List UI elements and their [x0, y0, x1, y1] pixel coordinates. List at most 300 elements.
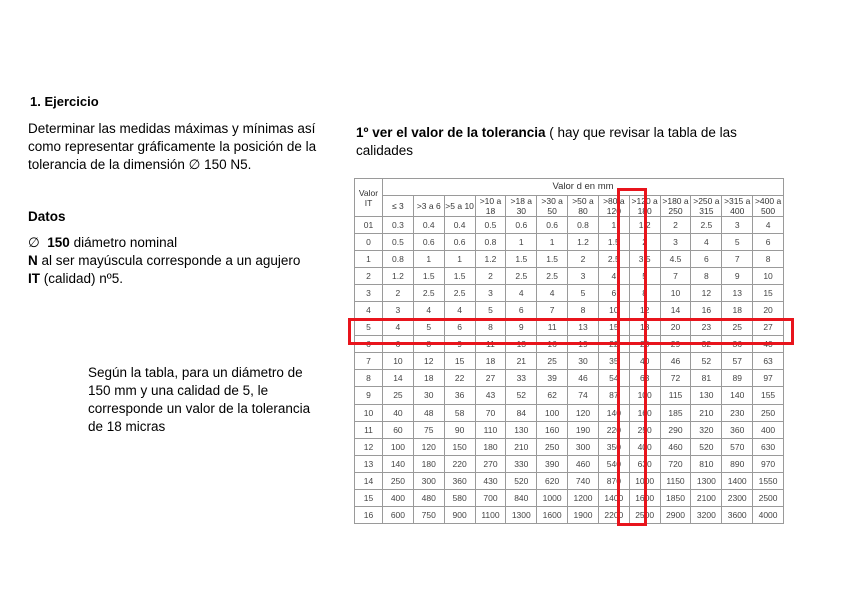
column-header: >315 a 400	[722, 196, 753, 217]
it-cell: 1	[355, 251, 383, 268]
table-cell: 5	[413, 319, 444, 336]
table-cell: 6	[383, 336, 414, 353]
table-cell: 3	[568, 268, 599, 285]
table-cell: 1300	[691, 472, 722, 489]
table-row	[355, 370, 784, 387]
table-cell: 1100	[475, 506, 506, 523]
table-cell: 81	[691, 370, 722, 387]
table-cell: 13	[722, 285, 753, 302]
table-cell: 12	[629, 302, 660, 319]
diameter-value: 150	[47, 235, 70, 250]
table-cell: 2.5	[598, 251, 629, 268]
table-cell: 300	[413, 472, 444, 489]
table-cell: 0.6	[537, 217, 568, 234]
table-cell: 4	[598, 268, 629, 285]
table-cell: 480	[413, 489, 444, 506]
table-cell: 2	[629, 234, 660, 251]
table-cell: 1550	[753, 472, 784, 489]
table-cell: 630	[629, 455, 660, 472]
table-cell: 520	[506, 472, 537, 489]
table-cell: 27	[753, 319, 784, 336]
table-cell: 1.5	[506, 251, 537, 268]
table-cell: 140	[598, 404, 629, 421]
table-cell: 0.4	[444, 217, 475, 234]
table-cell: 70	[475, 404, 506, 421]
it-cell: 15	[355, 489, 383, 506]
table-cell: 27	[475, 370, 506, 387]
table-cell: 360	[444, 472, 475, 489]
table-cell: 84	[506, 404, 537, 421]
table-cell: 63	[753, 353, 784, 370]
table-row	[355, 336, 784, 353]
it-cell: 8	[355, 370, 383, 387]
it-cell: 7	[355, 353, 383, 370]
table-cell: 150	[444, 438, 475, 455]
table-cell: 1.5	[598, 234, 629, 251]
table-cell: 520	[691, 438, 722, 455]
table-row	[355, 438, 784, 455]
column-header: >250 a 315	[691, 196, 722, 217]
table-cell: 4	[691, 234, 722, 251]
table-cell: 43	[475, 387, 506, 404]
table-cell: 220	[598, 421, 629, 438]
table-cell: 0.6	[413, 234, 444, 251]
table-cell: 8	[691, 268, 722, 285]
it-cell: 01	[355, 217, 383, 234]
table-cell: 1.5	[444, 268, 475, 285]
table-cell: 1200	[568, 489, 599, 506]
table-cell: 100	[383, 438, 414, 455]
table-cell: 10	[383, 353, 414, 370]
table-cell: 570	[722, 438, 753, 455]
table-cell: 350	[598, 438, 629, 455]
column-header: >180 a 250	[660, 196, 691, 217]
column-header: >30 a 50	[537, 196, 568, 217]
table-cell: 46	[660, 353, 691, 370]
table-cell: 2500	[753, 489, 784, 506]
table-cell: 1600	[629, 489, 660, 506]
it-cell: 14	[355, 472, 383, 489]
table-cell: 1	[537, 234, 568, 251]
table-row	[355, 234, 784, 251]
table-cell: 23	[691, 319, 722, 336]
table-cell: 100	[537, 404, 568, 421]
table-cell: 4	[413, 302, 444, 319]
table-cell: 620	[537, 472, 568, 489]
table-cell: 90	[444, 421, 475, 438]
table-cell: 11	[537, 319, 568, 336]
column-header: >5 a 10	[444, 196, 475, 217]
table-cell: 120	[568, 404, 599, 421]
table-cell: 290	[660, 421, 691, 438]
it-cell: 4	[355, 302, 383, 319]
table-cell: 210	[506, 438, 537, 455]
table-cell: 1000	[629, 472, 660, 489]
table-cell: 100	[629, 387, 660, 404]
table-cell: 19	[568, 336, 599, 353]
table-cell: 115	[660, 387, 691, 404]
table-cell: 1150	[660, 472, 691, 489]
it-cell: 16	[355, 506, 383, 523]
table-cell: 4	[383, 319, 414, 336]
table-cell: 460	[568, 455, 599, 472]
table-cell: 8	[629, 285, 660, 302]
table-cell: 60	[383, 421, 414, 438]
column-header: >10 a 18	[475, 196, 506, 217]
column-header: ≤ 3	[383, 196, 414, 217]
table-row	[355, 353, 784, 370]
table-cell: 130	[691, 387, 722, 404]
table-cell: 63	[629, 370, 660, 387]
table-cell: 40	[383, 404, 414, 421]
table-cell: 2900	[660, 506, 691, 523]
table-cell: 460	[660, 438, 691, 455]
table-cell: 39	[537, 370, 568, 387]
it-cell: 5	[355, 319, 383, 336]
table-cell: 1.5	[413, 268, 444, 285]
table-body	[355, 217, 784, 524]
table-cell: 540	[598, 455, 629, 472]
table-cell: 900	[444, 506, 475, 523]
table-cell: 840	[506, 489, 537, 506]
table-row	[355, 217, 784, 234]
table-cell: 1	[444, 251, 475, 268]
datos-line-diameter	[28, 234, 177, 252]
table-cell: 180	[475, 438, 506, 455]
step-instruction	[356, 124, 796, 160]
it-header: Valor IT	[355, 179, 383, 217]
table-cell: 6	[598, 285, 629, 302]
table-cell: 160	[629, 404, 660, 421]
table-cell: 25	[383, 387, 414, 404]
table-cell: 15	[444, 353, 475, 370]
table-cell: 2	[660, 217, 691, 234]
table-cell: 87	[598, 387, 629, 404]
table-cell: 1	[506, 234, 537, 251]
table-cell: 185	[660, 404, 691, 421]
table-cell: 0.8	[383, 251, 414, 268]
table-cell: 9	[506, 319, 537, 336]
table-cell: 4	[537, 285, 568, 302]
table-cell: 21	[506, 353, 537, 370]
it-quality-table	[354, 178, 784, 524]
table-cell: 4	[506, 285, 537, 302]
table-cell: 1	[598, 217, 629, 234]
table-cell: 390	[537, 455, 568, 472]
exercise-statement: Determinar las medidas máximas y mínimas así como representar gráficamente la posición de la tolerancia de la dimensión ∅ 150 N5.	[28, 121, 317, 172]
table-cell: 0.8	[568, 217, 599, 234]
table-cell: 33	[506, 370, 537, 387]
table-cell: 2.5	[691, 217, 722, 234]
table-cell: 0.6	[444, 234, 475, 251]
table-cell: 300	[568, 438, 599, 455]
table-cell: 3200	[691, 506, 722, 523]
table-cell: 32	[691, 336, 722, 353]
table-cell: 9	[444, 336, 475, 353]
table-cell: 2500	[629, 506, 660, 523]
table-cell: 30	[413, 387, 444, 404]
table-cell: 2.5	[413, 285, 444, 302]
table-cell: 6	[444, 319, 475, 336]
table-cell: 8	[753, 251, 784, 268]
table-cell: 6	[691, 251, 722, 268]
table-cell: 52	[506, 387, 537, 404]
table-cell: 870	[598, 472, 629, 489]
table-cell: 630	[753, 438, 784, 455]
table-cell: 1600	[537, 506, 568, 523]
table-cell: 1000	[537, 489, 568, 506]
table-cell: 35	[598, 353, 629, 370]
letter-desc: al ser mayúscula corresponde a un agujero	[37, 253, 301, 268]
table-cell: 210	[691, 404, 722, 421]
table-cell: 1	[413, 251, 444, 268]
table-cell: 0.5	[475, 217, 506, 234]
table-cell: 0.3	[383, 217, 414, 234]
table-cell: 1.2	[383, 268, 414, 285]
table-cell: 36	[444, 387, 475, 404]
table-cell: 3	[383, 302, 414, 319]
table-cell: 4.5	[660, 251, 691, 268]
table-cell: 890	[722, 455, 753, 472]
table-cell: 10	[660, 285, 691, 302]
table-cell: 7	[660, 268, 691, 285]
table-cell: 330	[506, 455, 537, 472]
datos-title: Datos	[28, 209, 66, 224]
table-cell: 74	[568, 387, 599, 404]
table-cell: 22	[598, 336, 629, 353]
table-cell: 0.5	[383, 234, 414, 251]
table-cell: 8	[568, 302, 599, 319]
table-cell: 25	[722, 319, 753, 336]
table-cell: 4	[444, 302, 475, 319]
table-cell: 270	[475, 455, 506, 472]
table-cell: 12	[691, 285, 722, 302]
table-cell: 10	[598, 302, 629, 319]
table-cell: 600	[383, 506, 414, 523]
table-cell: 1400	[598, 489, 629, 506]
table-row	[355, 302, 784, 319]
table-cell: 30	[568, 353, 599, 370]
quality-value: IT	[28, 271, 40, 286]
it-cell: 3	[355, 285, 383, 302]
table-cell: 2	[568, 251, 599, 268]
table-cell: 58	[444, 404, 475, 421]
table-cell: 4000	[753, 506, 784, 523]
it-cell: 13	[355, 455, 383, 472]
table-cell: 54	[598, 370, 629, 387]
table-cell: 18	[413, 370, 444, 387]
explanation-note: Según la tabla, para un diámetro de 150 mm y una calidad de 5, le corresponde un valor de la tolerancia de 18 micras	[88, 365, 311, 434]
table-cell: 1.2	[475, 251, 506, 268]
table-cell: 0.8	[475, 234, 506, 251]
table-cell: 3	[722, 217, 753, 234]
table-cell: 2200	[598, 506, 629, 523]
column-header: >80 a 120	[598, 196, 629, 217]
column-header: >400 a 500	[753, 196, 784, 217]
table-cell: 62	[537, 387, 568, 404]
table-cell: 25	[629, 336, 660, 353]
step-rest: ( hay que revisar la tabla de las calidades	[356, 125, 737, 158]
table-cell: 14	[660, 302, 691, 319]
table-cell: 160	[537, 421, 568, 438]
table-cell: 250	[629, 421, 660, 438]
table-cell: 2.5	[537, 268, 568, 285]
table-cell: 6	[506, 302, 537, 319]
table-cell: 720	[660, 455, 691, 472]
table-cell: 57	[722, 353, 753, 370]
table-cell: 14	[383, 370, 414, 387]
table-cell: 810	[691, 455, 722, 472]
table-cell: 5	[475, 302, 506, 319]
table-cell: 250	[753, 404, 784, 421]
table-cell: 3600	[722, 506, 753, 523]
table-row	[355, 285, 784, 302]
table-cell: 360	[722, 421, 753, 438]
table-cell: 11	[475, 336, 506, 353]
column-header: >120 a 180	[629, 196, 660, 217]
table-row	[355, 404, 784, 421]
table-row	[355, 472, 784, 489]
table-cell: 97	[753, 370, 784, 387]
table-cell: 2100	[691, 489, 722, 506]
table-cell: 4	[753, 217, 784, 234]
table-cell: 89	[722, 370, 753, 387]
table-cell: 18	[722, 302, 753, 319]
table-cell: 10	[753, 268, 784, 285]
table-cell: 1.5	[537, 251, 568, 268]
table-cell: 3.5	[629, 251, 660, 268]
it-cell: 9	[355, 387, 383, 404]
tolerance-table	[354, 178, 784, 524]
table-cell: 20	[660, 319, 691, 336]
table-cell: 40	[753, 336, 784, 353]
table-row	[355, 251, 784, 268]
table-cell: 29	[660, 336, 691, 353]
table-cell: 22	[444, 370, 475, 387]
table-cell: 140	[722, 387, 753, 404]
diameter-desc: diámetro nominal	[69, 235, 178, 250]
table-cell: 750	[413, 506, 444, 523]
column-header: >3 a 6	[413, 196, 444, 217]
table-cell: 320	[691, 421, 722, 438]
column-header: >50 a 80	[568, 196, 599, 217]
table-cell: 36	[722, 336, 753, 353]
table-cell: 1400	[722, 472, 753, 489]
table-cell: 8	[475, 319, 506, 336]
table-cell: 430	[475, 472, 506, 489]
it-cell: 0	[355, 234, 383, 251]
diameter-super-header: Valor d en mm	[383, 179, 784, 196]
table-cell: 52	[691, 353, 722, 370]
table-cell: 970	[753, 455, 784, 472]
step-bold: 1º ver el valor de la tolerancia	[356, 125, 546, 140]
table-cell: 580	[444, 489, 475, 506]
table-cell: 190	[568, 421, 599, 438]
diameter-symbol: ∅	[28, 235, 40, 250]
table-cell: 15	[753, 285, 784, 302]
table-cell: 3	[660, 234, 691, 251]
table-cell: 180	[413, 455, 444, 472]
table-cell: 75	[413, 421, 444, 438]
table-cell: 140	[383, 455, 414, 472]
table-cell: 48	[413, 404, 444, 421]
table-cell: 2.5	[444, 285, 475, 302]
table-cell: 3	[475, 285, 506, 302]
table-row	[355, 387, 784, 404]
table-cell: 16	[691, 302, 722, 319]
it-cell: 2	[355, 268, 383, 285]
table-cell: 46	[568, 370, 599, 387]
table-cell: 13	[568, 319, 599, 336]
table-cell: 6	[753, 234, 784, 251]
quality-desc: (calidad) nº5.	[40, 271, 123, 286]
table-cell: 1850	[660, 489, 691, 506]
table-cell: 7	[537, 302, 568, 319]
table-cell: 12	[413, 353, 444, 370]
datos-line-letter	[28, 252, 300, 270]
table-cell: 25	[537, 353, 568, 370]
table-cell: 1900	[568, 506, 599, 523]
datos-line-quality	[28, 270, 123, 288]
table-cell: 13	[506, 336, 537, 353]
table-cell: 0.4	[413, 217, 444, 234]
table-row	[355, 489, 784, 506]
table-cell: 1300	[506, 506, 537, 523]
it-cell: 10	[355, 404, 383, 421]
table-cell: 700	[475, 489, 506, 506]
table-cell: 72	[660, 370, 691, 387]
column-header-row	[355, 196, 784, 217]
table-cell: 120	[413, 438, 444, 455]
table-row	[355, 319, 784, 336]
it-cell: 11	[355, 421, 383, 438]
table-cell: 5	[568, 285, 599, 302]
table-cell: 1.2	[629, 217, 660, 234]
table-cell: 0.6	[506, 217, 537, 234]
exercise-title: 1. Ejercicio	[30, 94, 99, 109]
table-row	[355, 506, 784, 523]
table-cell: 40	[629, 353, 660, 370]
table-row	[355, 268, 784, 285]
table-cell: 2	[383, 285, 414, 302]
table-cell: 8	[413, 336, 444, 353]
table-cell: 20	[753, 302, 784, 319]
table-cell: 1.2	[568, 234, 599, 251]
table-cell: 2.5	[506, 268, 537, 285]
table-row	[355, 421, 784, 438]
table-cell: 250	[383, 472, 414, 489]
letter-value: N	[28, 253, 38, 268]
table-cell: 18	[629, 319, 660, 336]
table-cell: 5	[722, 234, 753, 251]
table-cell: 9	[722, 268, 753, 285]
table-cell: 2	[475, 268, 506, 285]
table-cell: 15	[598, 319, 629, 336]
table-cell: 250	[537, 438, 568, 455]
it-cell: 6	[355, 336, 383, 353]
table-cell: 400	[383, 489, 414, 506]
table-cell: 16	[537, 336, 568, 353]
table-cell: 155	[753, 387, 784, 404]
table-cell: 400	[629, 438, 660, 455]
table-cell: 400	[753, 421, 784, 438]
column-header: >18 a 30	[506, 196, 537, 217]
table-cell: 110	[475, 421, 506, 438]
table-cell: 130	[506, 421, 537, 438]
table-cell: 7	[722, 251, 753, 268]
table-cell: 5	[629, 268, 660, 285]
table-cell: 220	[444, 455, 475, 472]
